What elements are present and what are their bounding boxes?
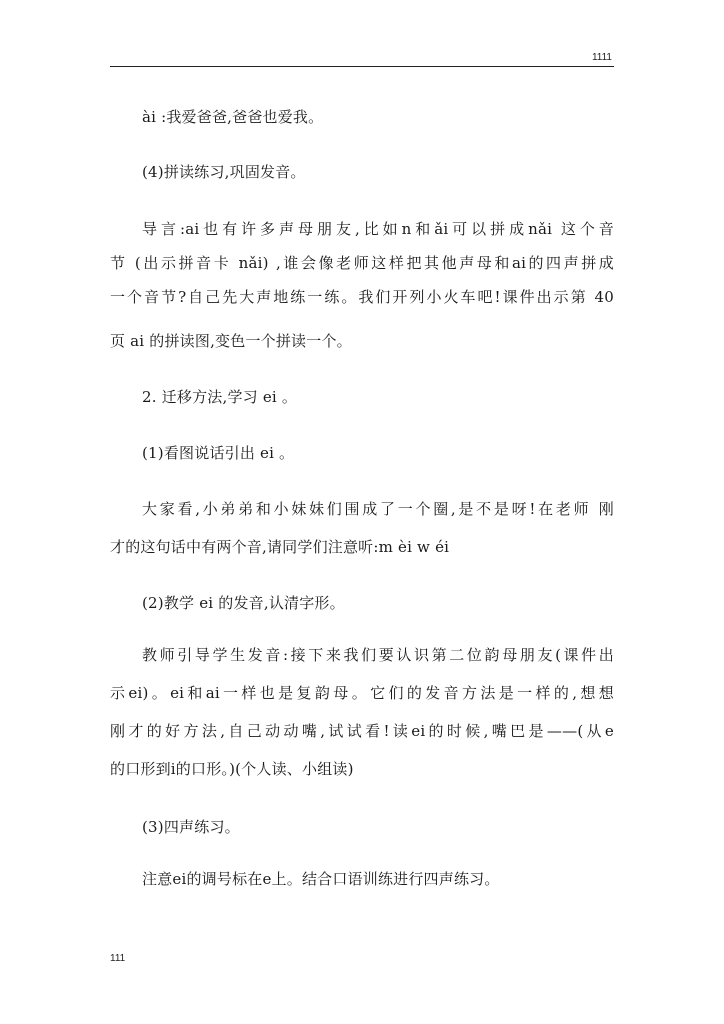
paragraph-step-3: (3)四声练习。 bbox=[142, 818, 240, 836]
paragraph-intro-line-1: 导言:ai也有许多声母朋友,比如n和ǎi可以拼成nǎi 这个音 bbox=[142, 220, 614, 238]
header-rule bbox=[110, 66, 614, 67]
header-page-number: 1111 bbox=[591, 52, 612, 63]
paragraph-teach-line-2: 示ei)。ei和ai一样也是复韵母。它们的发音方法是一样的,想想 bbox=[110, 684, 614, 702]
paragraph-step-1: (1)看图说话引出 ei 。 bbox=[142, 444, 295, 462]
paragraph-ai-example: ài :我爱爸爸,爸爸也爱我。 bbox=[142, 108, 324, 126]
paragraph-tone-note: 注意ei的调号标在e上。结合口语训练进行四声练习。 bbox=[142, 870, 500, 888]
paragraph-teach-line-1: 教师引导学生发音:接下来我们要认识第二位韵母朋友(课件出 bbox=[142, 646, 614, 664]
section-heading-2: 2. 迁移方法,学习 ei 。 bbox=[142, 388, 298, 406]
paragraph-step-2: (2)教学 ei 的发音,认清字形。 bbox=[142, 594, 345, 612]
paragraph-story-line-2: 才的这句话中有两个音,请同学们注意听:m èi w éi bbox=[110, 538, 450, 556]
paragraph-teach-line-3: 刚才的好方法,自己动动嘴,试试看!读ei的时候,嘴巴是——(从e bbox=[110, 722, 614, 740]
paragraph-teach-line-4: 的口形到i的口形。)(个人读、小组读) bbox=[110, 760, 354, 778]
paragraph-intro-line-4: 页 ai 的拼读图,变色一个拼读一个。 bbox=[110, 332, 352, 350]
paragraph-intro-line-3: 一个音节?自己先大声地练一练。我们开列小火车吧!课件出示第 40 bbox=[110, 288, 614, 306]
paragraph-intro-line-2: 节 (出示拼音卡 nǎi) ,谁会像老师这样把其他声母和ai的四声拼成 bbox=[110, 254, 614, 272]
footer-page-number: 111 bbox=[110, 953, 126, 964]
paragraph-story-line-1: 大家看,小弟弟和小妹妹们围成了一个圈,是不是呀!在老师 刚 bbox=[142, 500, 614, 518]
paragraph-step-4: (4)拼读练习,巩固发音。 bbox=[142, 163, 306, 181]
